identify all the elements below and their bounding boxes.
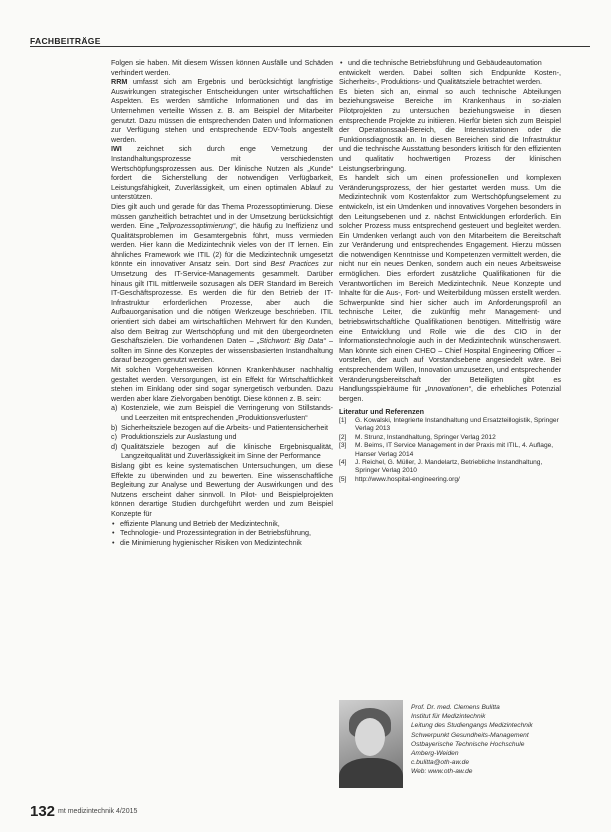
- author-photo: [339, 700, 403, 788]
- list-item: [111, 432, 333, 442]
- header-rule: [30, 46, 590, 47]
- author-line: Schwerpunkt Gesundheits-Management: [411, 731, 529, 739]
- reference-number: [2]: [339, 433, 347, 441]
- paragraph: [111, 77, 333, 144]
- author-box: [339, 700, 579, 790]
- author-web[interactable]: Web: www.oth-aw.de: [411, 768, 473, 776]
- paragraph-text: zeichnet sich durch enge Vernetzung der Instandhaltungsprozesse mit verschiedensten Wertschöpfungsprozessen aus. Der klinische Nutzen als „Kunde“ fordert die Sicherstellung der notwendigen Verfügbarkeit, Leistungsfähigkeit, Zuverlässigkeit, um einen optimalen Ablauf zu unterstützen.: [111, 144, 333, 202]
- emphasis: „Stichwort: Big Data“: [256, 336, 326, 346]
- list-item: • effiziente Planung und Betrieb der Medizintechnik,: [120, 519, 333, 529]
- reference-item: [339, 459, 561, 476]
- left-column: [111, 58, 333, 547]
- paragraph-text: Es handelt sich um einen professionellen und komplexen Veränderungsprozess, der hier gestartet werden muss. Um die Medizintechnik vom Kostenfaktor zum Wertschöpfungselement zu entwickeln, ist ein Umdenken und innovatives Vorgehen besonders in den Leitungsebenen und z. nächst Entwicklungen erforderlich. Ein solcher Prozess muss entsprechend gesteuert und begleitet werden. Ein Umdenken verlangt auch von den Mitarbeitern die Bereitschaft zur Veränderung und entsprechendes Engagement. Hierzu müssen die notwendigen Kenntnisse und Kompetenzen vermittelt werden, die nicht nur ein neues Denken, sondern auch ein neues Arbeitsweise ermöglichen. Dies erfordert zusätzliche Qualifikationen für die Verantwortlichen im Bereich Medizintechnik. Neue Konzepte und Inhalte für die Aus-, Fort- und Weiterbildung müssen erstellt werden. Schwerpunkte sind hier sicher auch im Anforderungsprofil an technische Leiter, die zukünftig mehr Management- und betriebswirtschaftliche Qualifikationen benötigen. Mittelfristig wäre eine Entwicklung und Rolle wie die des CIO in der Informationstechnologie auch in der Medizintechnik wünschenswert. Man könnte sich einen CHEO – Chief Hospital Engineering Officer – vorstellen, der auch auf Vorstandsebene angesiedelt wäre. Bei entsprechendem Willen, Innovation umzusetzen, und entsprechender Veränderungsbereitschaft der Beteiligten gibt es Handlungsspielräume für: [339, 173, 561, 394]
- paragraph: Es bieten sich an, einmal so auch technische Abteilungen beziehungsweise Bereiche im Krankenhaus in so-zialen Pilotprojekten zu untersuchen beziehungsweise in diesen entsprechende Projekte zu initiieren. Hierfür bieten sich zum Beispiel der Operationssaal-Bereich, die Intensivstationen oder die Funktionsdiagnostik an. In diesen Bereichen sind die Infrastruktur und die technische Ausstattung besonders kritisch für den effizienten und qualitativ hochwertigen Prozess der klinischen Leistungserbringung.: [339, 86, 561, 173]
- goal-list: [111, 403, 333, 461]
- term-rrm: RRM: [111, 77, 128, 87]
- paragraph: entwickelt werden. Dabei sollten sich Endpunkte Kosten-, Sicherheits-, Produktions- und Qualitätsziele betrachtet werden.: [339, 67, 561, 87]
- reference-number: [3]: [339, 442, 347, 450]
- paragraph: Folgen sie haben. Mit diesem Wissen können Ausfälle und Schäden verhindert werden.: [111, 58, 333, 77]
- page-number: 132: [30, 803, 56, 820]
- reference-item: [339, 434, 561, 442]
- author-name: Prof. Dr. med. Clemens Bulitta: [411, 704, 500, 711]
- reference-text: G. Kowalski, Integrierte Instandhaltung und Ersatzteillogistik, Springer Verlag 2013: [355, 416, 559, 433]
- paragraph: [111, 202, 333, 365]
- list-item: [111, 422, 333, 433]
- term-iwi: IWI: [111, 144, 122, 154]
- reference-number: [1]: [339, 416, 347, 424]
- list-item-text: Produktionsziels zur Auslastung und: [121, 432, 237, 442]
- reference-number: [4]: [339, 459, 347, 466]
- list-item-text: Sicherheitsziele bezogen auf die Arbeits- und Patientensicherheit: [121, 422, 328, 432]
- paragraph-text: umfasst sich am Ergebnis und berücksichtigt langfristige Auswirkungen strategischer Entscheidungen unter wirtschaftlichen Aspekten. Es werden sämtliche Informationen und das im Unternehmen verteilte Wissen z. B. am Beispiel der Mitarbeiter genutzt. Dazu müssen die entsprechenden Daten und Informationen zur Verfügung stehen und entsprechende EDV-Tools angestellt werden.: [111, 77, 333, 144]
- paragraph: [111, 144, 333, 202]
- list-marker: c): [111, 432, 117, 442]
- list-marker: b): [111, 422, 118, 432]
- reference-text: M. Strunz, Instandhaltung, Springer Verlag 2012: [355, 433, 496, 441]
- paragraph-text: zur Umsetzung des IT-Service-Managements gesammelt. Darüber hinaus gilt ITIL mittlerweile sozusagen als DER Standard im Bereich IT-Geschäftsprozesse. Es werden die für den Betrieb der IT-Infrastruktur erforderlichen Prozesse, aber auch die Aufbauorganisation und die nötigen Werkzeuge beschrieben. ITIL orientiert sich dabei am wirtschaftlichen Mehrwert für den Kunden, also dem Beitrag zur Wertschöpfung und mit den übergeordneten Geschäftszielen. Die vorhandenen Daten –: [111, 259, 333, 346]
- paragraph: [339, 173, 561, 403]
- author-info: [411, 703, 579, 777]
- paragraph-text: – sollten im Sinne des Konzeptes der wissensbasierten Instandhaltung darauf bezogen genutzt werden.: [111, 336, 334, 365]
- emphasis: Best Practices: [270, 259, 319, 269]
- reference-number: [5]: [339, 475, 347, 483]
- reference-item: [339, 417, 561, 434]
- section-label: FACHBEITRÄGE: [30, 36, 101, 46]
- reference-text: M. Beims, IT Service Management in der Praxis mit ITIL, 4. Auflage, Hanser Verlag 2014: [355, 442, 554, 458]
- reference-item: [339, 442, 561, 459]
- right-column: [339, 58, 561, 484]
- concept-list: [111, 519, 333, 548]
- list-item-text: Qualitätsziele bezogen auf die klinische Ergebnisqualität, Langzeitqualität und Zuverlässigkeit im Sinne der Performance: [121, 441, 333, 461]
- reference-item[interactable]: [339, 476, 561, 484]
- reference-link[interactable]: http://www.hospital-engineering.org/: [355, 475, 460, 483]
- paragraph: Mit solchen Vorgehensweisen können Krankenhäuser nachhaltig gestaltet werden. Versorgungen, ist ein Effekt für Wirtschaftlichkeit stehen im Einklang oder sind sogar synergetisch verbunden. Dazu werden aber klare Zielvorgaben benötigt. Diese können z. B. sein:: [111, 365, 333, 403]
- reference-text: J. Reichel, G. Müller, J. Mandelartz, Betriebliche Instandhaltung, Springer Verlag 2010: [355, 459, 543, 475]
- list-item-text: Kostenziele, wie zum Beispiel die Verringerung von Stillstands- und Leerzeiten mit entsprechenden „Produktionsverlusten“: [121, 403, 333, 422]
- emphasis: „Innovationen“: [425, 384, 471, 394]
- list-item: • und die technische Betriebsführung und Gebäudeautomation: [348, 58, 561, 68]
- references-heading: Literatur und Referenzen: [339, 407, 425, 417]
- list-marker: d): [111, 441, 118, 451]
- author-line: Leitung des Studiengangs Medizintechnik: [411, 722, 533, 730]
- author-line: Amberg-Weiden: [411, 750, 459, 758]
- photo-face: [355, 718, 385, 756]
- list-item: [111, 403, 333, 422]
- list-marker: a): [111, 403, 118, 413]
- list-item: • die Minimierung hygienischer Risiken von Medizintechnik: [120, 538, 333, 548]
- concept-list-continued: [339, 58, 561, 68]
- paragraph-text: , die häufig zu Ineffizienz und Qualitätsproblemen im Gesamtergebnis führt, muss vermieden werden. Hier kann die Medizintechnik vieles von der IT lernen. Ein ähnliches Framework wie ITIL (2) für die Medizintechnik umgesetzt könnte ein innovativer Ansatz sein. Dort sind: [111, 221, 333, 269]
- author-line: Institut für Medizintechnik: [411, 713, 486, 721]
- list-item: • Technologie- und Prozessintegration in der Betriebsführung,: [120, 528, 333, 538]
- paragraph-text: Dies gilt auch und gerade für das Thema Prozessoptimierung. Diese müssen ganzheitlich betrachtet und in der Umsetzung berücksichtigt werden. Eine: [111, 201, 333, 231]
- paragraph: Bislang gibt es keine systematischen Untersuchungen, um diese Effekte zu überwinden und zu bewerten. Eine wissenschaftliche Begleitung zur Analyse und Bewertung der Auswirkungen und des Nutzens erscheint daher sinnvoll. In Pilot- und Beispielprojekten können derartige Studien durchgeführt werden und zum Beispiel Konzepte für: [111, 460, 333, 518]
- author-email[interactable]: c.bulitta@oth-aw.de: [411, 759, 470, 767]
- author-line: Ostbayerische Technische Hochschule: [411, 740, 525, 748]
- list-item: [111, 441, 333, 461]
- emphasis: „Teilprozessoptimierung“: [156, 221, 236, 231]
- paragraph-text: , die erhebliches Potenzial bergen.: [339, 384, 561, 403]
- references-list: [339, 417, 561, 484]
- magazine-issue: mt medizintechnik 4/2015: [58, 808, 138, 815]
- photo-shoulders: [339, 758, 403, 788]
